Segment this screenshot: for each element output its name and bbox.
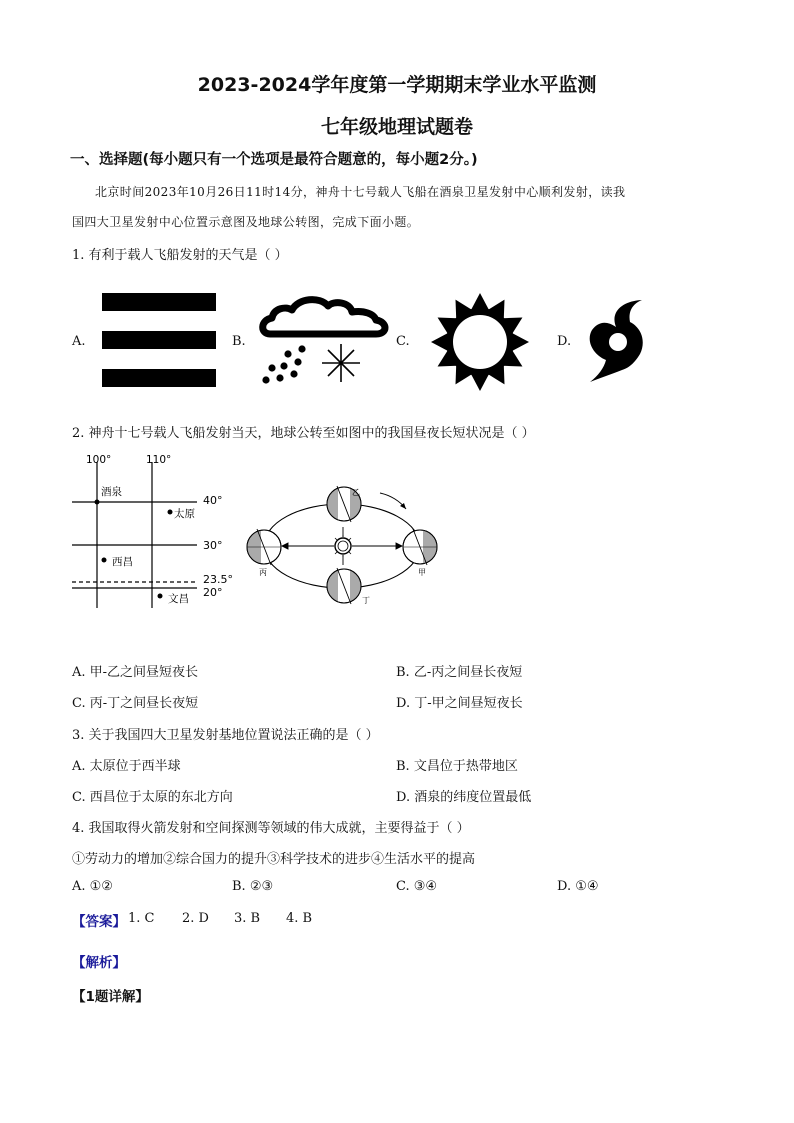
jiuquan-site-dot: [95, 500, 100, 505]
answer-1: 1. C: [128, 911, 155, 926]
q4-option-b: B. ②③: [232, 879, 274, 894]
xichang-label: 西昌: [112, 556, 133, 568]
launch-sites-map: [66, 448, 246, 608]
sleet-weather-icon: [258, 296, 390, 388]
earth-right: [403, 528, 439, 568]
taiyuan-site-dot: [168, 510, 173, 515]
answer-2: 2. D: [182, 911, 209, 926]
q4-option-a: A. ①②: [72, 879, 113, 894]
wenchang-label: 文昌: [168, 593, 189, 605]
lat-20-label: 20°: [203, 586, 223, 599]
orbit-label-bing: 丙: [259, 568, 267, 577]
question-3-stem: 3. 关于我国四大卫星发射基地位置说法正确的是（ ）: [72, 728, 379, 743]
lon-100-label: 100°: [86, 454, 112, 466]
earth-left: [247, 528, 281, 568]
earth-orbit-diagram: [244, 483, 444, 607]
orbit-label-jia: 甲: [418, 568, 426, 577]
q2-option-d: D. 丁-甲之间昼短夜长: [396, 696, 523, 711]
sunny-weather-icon: [428, 290, 532, 394]
intro-line-2: 国四大卫星发射中心位置示意图及地球公转图，完成下面小题。: [72, 215, 420, 229]
q4-option-d: D. ①④: [557, 879, 599, 894]
xichang-site-dot: [102, 558, 107, 563]
question-4-stem: 4. 我国取得火箭发射和空间探测等领域的伟大成就，主要得益于（ ）: [72, 821, 470, 836]
q4-statements: ①劳动力的增加②综合国力的提升③科学技术的进步④生活水平的提高: [72, 852, 476, 867]
lat-30-label: 30°: [203, 539, 223, 552]
section-heading: 一、选择题(每小题只有一个选项是最符合题意的，每小题2分。): [70, 152, 478, 168]
q1-option-b-label: B.: [232, 334, 246, 349]
q3-option-a: A. 太原位于西半球: [72, 759, 181, 774]
detail-1-heading: 【1题详解】: [72, 989, 149, 1005]
q2-option-c: C. 丙-丁之间昼长夜短: [72, 696, 199, 711]
jiuquan-label: 酒泉: [101, 486, 122, 498]
analysis-heading: 【解析】: [72, 955, 126, 971]
lon-110-label: 110°: [146, 454, 172, 466]
orbit-label-yi: 乙: [352, 488, 360, 497]
answer-3: 3. B: [234, 911, 261, 926]
lat-40-label: 40°: [203, 494, 223, 507]
q1-option-a-label: A.: [72, 334, 86, 349]
q2-option-a: A. 甲-乙之间昼短夜长: [72, 665, 199, 680]
taiyuan-label: 太原: [174, 508, 195, 520]
q1-option-c-label: C.: [396, 334, 410, 349]
earth-bottom: [327, 567, 361, 607]
intro-line-1: 北京时间2023年10月26日11时14分，神舟十七号载人飞船在酒泉卫星发射中心顺利发射，读我: [95, 185, 626, 199]
question-1-stem: 1. 有利于载人飞船发射的天气是（ ）: [72, 248, 288, 263]
answer-heading: 【答案】: [72, 914, 126, 930]
overcast-weather-icon: [100, 293, 218, 391]
page-subtitle: 七年级地理试题卷: [320, 116, 473, 138]
lat-23-5-label: 23.5°: [203, 573, 233, 586]
question-2-stem: 2. 神舟十七号载人飞船发射当天，地球公转至如图中的我国昼夜长短状况是（ ）: [72, 426, 535, 441]
typhoon-weather-icon: [584, 298, 648, 384]
q3-option-c: C. 西昌位于太原的东北方向: [72, 790, 233, 805]
orbit-label-ding: 丁: [362, 596, 370, 605]
q1-option-d-label: D.: [557, 334, 572, 349]
q4-option-c: C. ③④: [396, 879, 438, 894]
wenchang-site-dot: [158, 594, 163, 599]
page-title: 2023-2024学年度第一学期期末学业水平监测: [197, 74, 597, 96]
q2-option-b: B. 乙-丙之间昼长夜短: [396, 665, 523, 680]
answer-4: 4. B: [286, 911, 313, 926]
q3-option-b: B. 文昌位于热带地区: [396, 759, 518, 774]
sun-icon: [332, 535, 354, 557]
q3-option-d: D. 酒泉的纬度位置最低: [396, 790, 532, 805]
